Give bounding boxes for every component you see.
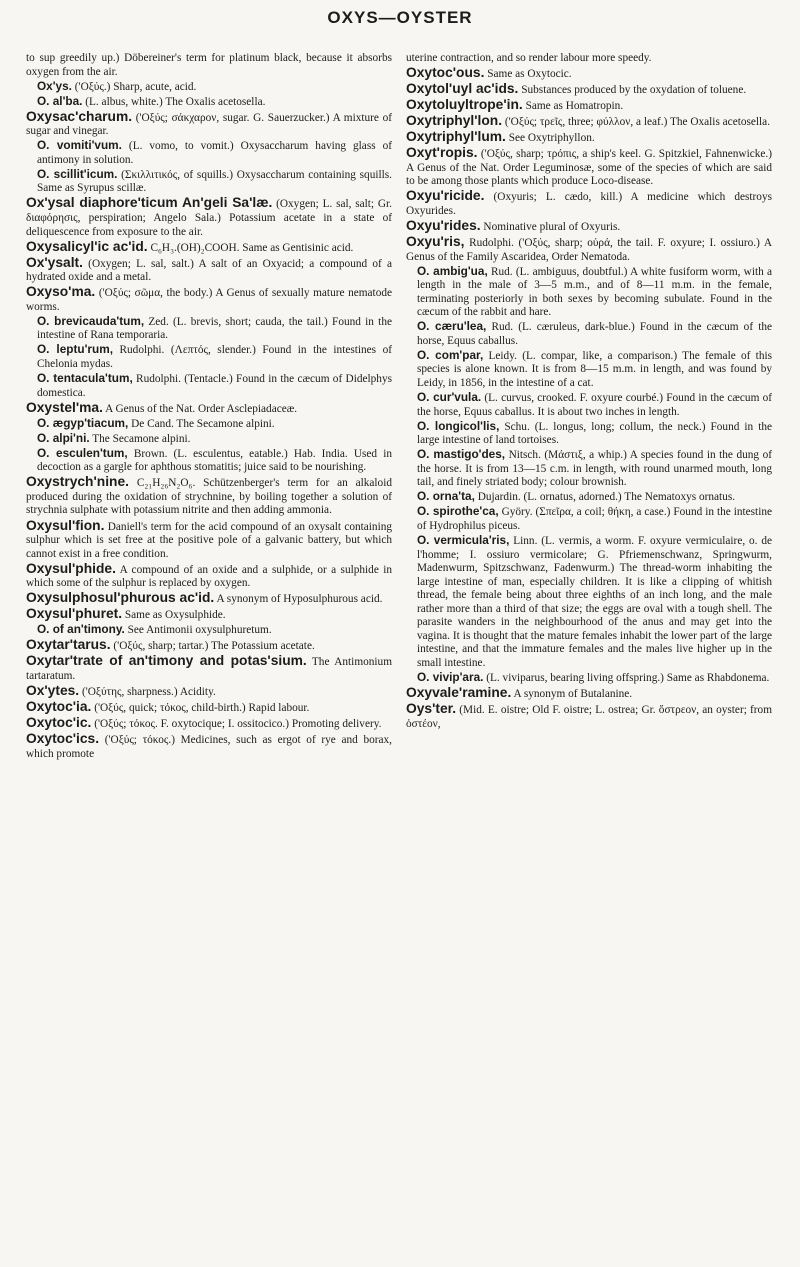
dictionary-entry	[406, 98, 772, 114]
entry-headword: Oxytar'tarus.	[26, 637, 111, 653]
entry-headword: Oxysalicyl'ic ac'id.	[26, 238, 148, 254]
dictionary-entry	[406, 490, 772, 505]
entry-headword: Oxystrych'nine.	[26, 474, 129, 490]
entry-definition: (Oxygen; L. sal, salt; Gr. διαφόρησις, perspiration; Angelo Sala.) Potassium acetate in a state of deliquescence from exposure to the air.	[26, 198, 392, 238]
entry-definition: Substances produced by the oxydation of toluene.	[518, 84, 747, 97]
entry-headword: Ox'ytes.	[26, 683, 80, 699]
entry-definition: Daniell's term for the acid compound of an oxysalt containing sulphur which is set free at the positive pole of a galvanic battery, but which cannot exist in a free condition.	[26, 520, 392, 560]
entry-definition: A compound of an oxide and a sulphide, or a sulphide in which some of the sulphur is replaced by oxygen.	[26, 563, 392, 590]
entry-headword: O. brevicauda'tum,	[37, 313, 145, 328]
entry-definition: A synonym of Hyposulphurous acid.	[214, 593, 383, 606]
dictionary-entry	[406, 391, 772, 419]
entry-headword: Oxytoluyltrope'in.	[406, 97, 523, 113]
entry-definition: A Genus of the Nat. Order Asclepiadaceæ.	[102, 402, 298, 415]
dictionary-entry	[406, 702, 772, 731]
entry-headword: O. al'ba.	[37, 93, 83, 108]
entry-headword: Oxytol'uyl ac'ids.	[406, 81, 519, 97]
entry-definition: ('Οξύς; σῶμα, the body.) A Genus of sexually mature nematode worms.	[26, 287, 392, 313]
entry-definition: C₆H₃.(OH)₂COOH. Same as Gentisinic acid.	[147, 241, 354, 254]
entry-headword: Oxytoc'ic.	[26, 715, 92, 731]
entry-definition: De Cand. The Secamone alpini.	[128, 417, 275, 430]
dictionary-entry	[26, 623, 392, 638]
entry-headword: O. vermicula'ris,	[417, 533, 510, 548]
dictionary-entry	[26, 240, 392, 256]
dictionary-entry	[26, 732, 392, 761]
entry-headword: Oxysul'fion.	[26, 517, 105, 533]
dictionary-entry	[26, 315, 392, 343]
entry-definition: Rud. (L. cæruleus, dark-blue.) Found in the cæcum of the horse, Equus caballus.	[417, 321, 772, 347]
entry-definition: Same as Oxysulphide.	[122, 609, 226, 622]
entry-headword: Oxystel'ma.	[26, 399, 103, 415]
dictionary-entry	[26, 654, 392, 683]
entry-headword: Oxytriphyl'lon.	[406, 113, 503, 129]
entry-headword: O. spirothe'ca,	[417, 504, 499, 519]
dictionary-entry	[26, 80, 392, 95]
dictionary-entry	[26, 196, 392, 239]
dictionary-entry	[406, 219, 772, 235]
entry-headword: Oxytar'trate of an'timony and potas'sium.	[26, 653, 307, 669]
entry-headword: O. ambig'ua,	[417, 263, 488, 278]
dictionary-entry	[406, 320, 772, 348]
entry-definition: (Σκιλλιτικός, of squills.) Oxysaccharum containing squills. Same as Syrupus scillæ.	[37, 168, 392, 195]
dictionary-entry	[26, 700, 392, 716]
entry-headword: Oxytriphyl'lum.	[406, 129, 506, 145]
entry-headword: Ox'ys.	[37, 78, 72, 93]
entry-definition: Dujardin. (L. ornatus, adorned.) The Nematoxys ornatus.	[474, 491, 736, 504]
dictionary-entry	[406, 114, 772, 130]
entry-definition: The Antimonium tartaratum.	[26, 656, 392, 682]
entry-headword: O. vivip'ara.	[417, 670, 484, 685]
dictionary-entry	[26, 401, 392, 417]
entry-definition: (L. vomo, to vomit.) Oxysaccharum having glass of antimony in solution.	[37, 140, 392, 166]
entry-definition: ('Οξύς, quick; τόκος, child-birth.) Rapid labour.	[91, 702, 310, 715]
entry-definition: Rudolphi. ('Οξύς, sharp; οὐρά, the tail. F. oxyure; I. ossiuro.) A Genus of the Family Ascaridea, Order Nematoda.	[406, 237, 772, 263]
entry-headword: Ox'ysal diaphore'ticum An'geli Sa'læ.	[26, 195, 273, 211]
dictionary-entry	[26, 95, 392, 110]
dictionary-entry	[406, 420, 772, 448]
entry-headword: O. cæru'lea,	[417, 319, 487, 334]
right-column	[406, 52, 772, 732]
entry-headword: O. alpi'ni.	[37, 430, 90, 445]
entry-definition: Rudolphi. (Tentacle.) Found in the cæcum of Didelphys domestica.	[37, 373, 392, 399]
entry-definition: A synonym of Butalanine.	[511, 688, 633, 701]
entry-headword: Oxytoc'ous.	[406, 65, 485, 81]
entry-headword: Ox'ysalt.	[26, 254, 83, 270]
entry-headword: O. leptu'rum,	[37, 342, 113, 357]
dictionary-entry	[26, 519, 392, 562]
entry-headword: Oxytoc'ics.	[26, 731, 100, 747]
entry-headword: Oxyvale'ramine.	[406, 685, 512, 701]
entry-definition: See Antimonii oxysulphuretum.	[124, 624, 272, 637]
dictionary-entry	[406, 534, 772, 670]
entry-headword: Oys'ter.	[406, 701, 457, 717]
dictionary-entry	[406, 448, 772, 490]
entry-headword: O. mastigo'des,	[417, 447, 506, 462]
entry-definition: (Mid. E. oistre; Old F. oistre; L. ostrea; Gr. ὄστρεον, an oyster; from ὀστέον,	[406, 704, 772, 730]
entry-headword: O. of an'timony.	[37, 622, 125, 637]
entry-headword: Oxyu'rides.	[406, 218, 481, 234]
entry-definition: Same as Homatropin.	[522, 100, 624, 113]
dictionary-entry	[26, 591, 392, 607]
entry-definition: (L. curvus, crooked. F. oxyure courbé.) Found in the cæcum of the horse, Equus caballus. It is about two inches in length.	[417, 392, 772, 418]
entry-definition: (Oxyuris; L. cædo, kill.) A medicine which destroys Oxyurides.	[406, 191, 772, 217]
dictionary-entry	[406, 130, 772, 146]
entry-definition: Zed. (L. brevis, short; cauda, the tail.) Found in the intestine of Rana temporaria.	[37, 315, 392, 342]
entry-definition: ('Οξύς, sharp; tartar.) The Potassium acetate.	[110, 640, 315, 653]
dictionary-entry	[406, 265, 772, 320]
dictionary-entry	[406, 686, 772, 702]
dictionary-entry	[406, 82, 772, 98]
dictionary-entry	[26, 343, 392, 371]
dictionary-entry	[26, 432, 392, 447]
entry-headword: Oxyu'ris,	[406, 234, 465, 250]
dictionary-entry	[406, 235, 772, 264]
entry-definition: ('Οξύς; σάκχαρον, sugar. G. Sauerzucker.) A mixture of sugar and vinegar.	[26, 111, 392, 138]
entry-headword: Oxysul'phide.	[26, 560, 116, 576]
dictionary-entry	[26, 417, 392, 432]
entry-definition: uterine contraction, and so render labour more speedy.	[406, 52, 652, 64]
entry-headword: O. longicol'lis,	[417, 418, 500, 433]
entry-headword: O. esculen'tum,	[37, 445, 128, 460]
entry-definition: Linn. (L. vermis, a worm. F. oxyure vermiculaire, o. de l'homme; I. ossiuro vermicolare; G. Pfriemenschwanz, Springwurm, Madenwurm, Spitzschwanz, Fadenwurm.) The thread-worm inhabiting the large intestine of man, especially children. It is like a clipping of whitish thread, the female being about three eighths of an inch long, and the male rather more than a third of that size; the eggs are oval with a tough shell. The parasite wanders in the neighbourhood of the anus and may get into the vagina. It is thought that the mature females inhabit the lower part of the large intestine, and that the immature females and the males live higher up in the small intestine.	[417, 535, 773, 669]
entry-definition: ('Οξύς, sharp; τρόπις, a ship's keel. G. Spitzkiel, Fahnenwicke.) A Genus of the Nat. Order Leguminosæ, some of the species of which are said to be among those plants which produce Loco-disease.	[406, 148, 772, 188]
dictionary-entry	[26, 607, 392, 623]
entry-headword: Oxysac'charum.	[26, 108, 133, 124]
entry-definition: ('Οξύς; τόκος. F. oxytocique; I. ossitocico.) Promoting delivery.	[91, 718, 382, 731]
entry-definition: (L. albus, white.) The Oxalis acetosella.	[82, 95, 266, 108]
entry-headword: Oxysulphosul'phurous ac'id.	[26, 590, 215, 606]
entry-definition: ('Οξύς; τόκος.) Medicines, such as ergot of rye and borax, which promote	[26, 734, 392, 760]
entry-headword: O. ægyp'tiacum,	[37, 415, 129, 430]
entry-definition: The Secamone alpini.	[89, 432, 191, 445]
dictionary-entry	[406, 66, 772, 82]
dictionary-entry	[26, 285, 392, 314]
entry-definition: ('Οξύτης, sharpness.) Acidity.	[79, 686, 216, 699]
dictionary-entry	[26, 447, 392, 475]
continued-entry	[26, 52, 392, 79]
dictionary-entry	[26, 475, 392, 518]
dictionary-entry	[26, 638, 392, 654]
entry-definition: Rudolphi. (Λεπτός, slender.) Found in the intestines of Chelonia mydas.	[37, 344, 393, 370]
entry-definition: Brown. (L. esculentus, eatable.) Hab. India. Used in decoction as a gargle for aphthous stomatitis; juice said to be nourishing.	[37, 447, 392, 474]
entry-definition: ('Οξύς; τρεῖς, three; φύλλον, a leaf.) The Oxalis acetosella.	[502, 116, 771, 129]
dictionary-entry	[26, 372, 392, 400]
dictionary-entry	[26, 256, 392, 285]
entry-definition: C₂₁H₂₆N₂O₆. Schützenberger's term for an alkaloid produced during the oxidation of strychnine, by boiling together a solution of strychnia sulphate with potassium nitrite and then adding ammonia.	[26, 477, 392, 517]
entry-definition: Nominative plural of Oxyuris.	[480, 221, 621, 234]
entry-headword: Oxyu'ricide.	[406, 188, 485, 204]
entry-headword: O. cur'vula.	[417, 390, 482, 405]
entry-headword: O. vomiti'vum.	[37, 138, 122, 153]
entry-headword: Oxytoc'ia.	[26, 699, 92, 715]
entry-headword: Oxyso'ma.	[26, 284, 96, 300]
dictionary-entry	[406, 189, 772, 218]
dictionary-entry	[406, 349, 772, 391]
dictionary-entry	[26, 139, 392, 167]
continued-entry	[406, 52, 772, 66]
dictionary-entry	[26, 716, 392, 732]
entry-headword: O. tentacula'tum,	[37, 371, 133, 386]
entry-definition: Same as Oxytocic.	[484, 68, 572, 81]
entry-headword: O. com'par,	[417, 347, 484, 362]
entry-definition: (Oxygen; L. sal, salt.) A salt of an Oxyacid; a compound of a hydrated oxide and a metal.	[26, 257, 392, 284]
dictionary-entry	[406, 505, 772, 533]
entry-headword: Oxyt'ropis.	[406, 145, 478, 161]
dictionary-entry	[406, 671, 772, 686]
entry-headword: O. scillit'icum.	[37, 166, 118, 181]
running-head: OXYS—OYSTER	[327, 8, 473, 27]
dictionary-entry	[26, 168, 392, 196]
entry-definition: Rud. (L. ambiguus, doubtful.) A white fusiform worm, with a length in the male of 3—5 m.m., and of 8—11 m.m. in the female, terminating posteriorly in both sexes by becoming subulate. Found in the cæcum of the rabbit and hare.	[417, 265, 772, 319]
entry-headword: Oxysul'phuret.	[26, 606, 123, 622]
left-column	[26, 52, 392, 762]
entry-definition: Leidy. (L. compar, like, a comparison.) The female of this species is alone known. It is from 8—15 m.m. in length, and was found by Leidy, in 1856, in the intestine of a cat.	[417, 349, 773, 390]
entry-definition: Nitsch. (Μάστιξ, a whip.) A species found in the dung of the horse. It is from 13—15 c.m. in length, with round unarmed mouth, long tail, and finely striated body; colour brownish.	[417, 449, 772, 489]
entry-definition: to sup greedily up.) Döbereiner's term for platinum black, because it absorbs oxygen from the air.	[26, 52, 392, 78]
entry-definition: (L. viviparus, bearing living offspring.) Same as Rhabdonema.	[483, 672, 770, 685]
dictionary-entry	[26, 562, 392, 591]
dictionary-entry	[26, 684, 392, 700]
entry-definition: Schu. (L. longus, long; collum, the neck.) Found in the large intestine of land tortoises.	[417, 420, 772, 447]
entry-definition: See Oxytriphyllon.	[505, 132, 595, 145]
entry-definition: Györy. (Σπεῖρα, a coil; θήκη, a case.) Found in the intestine of Hydrophilus piceus.	[417, 506, 772, 532]
dictionary-entry	[406, 146, 772, 189]
entry-definition: ('Οξύς.) Sharp, acute, acid.	[71, 80, 197, 93]
dictionary-entry	[26, 110, 392, 139]
entry-headword: O. orna'ta,	[417, 489, 475, 504]
